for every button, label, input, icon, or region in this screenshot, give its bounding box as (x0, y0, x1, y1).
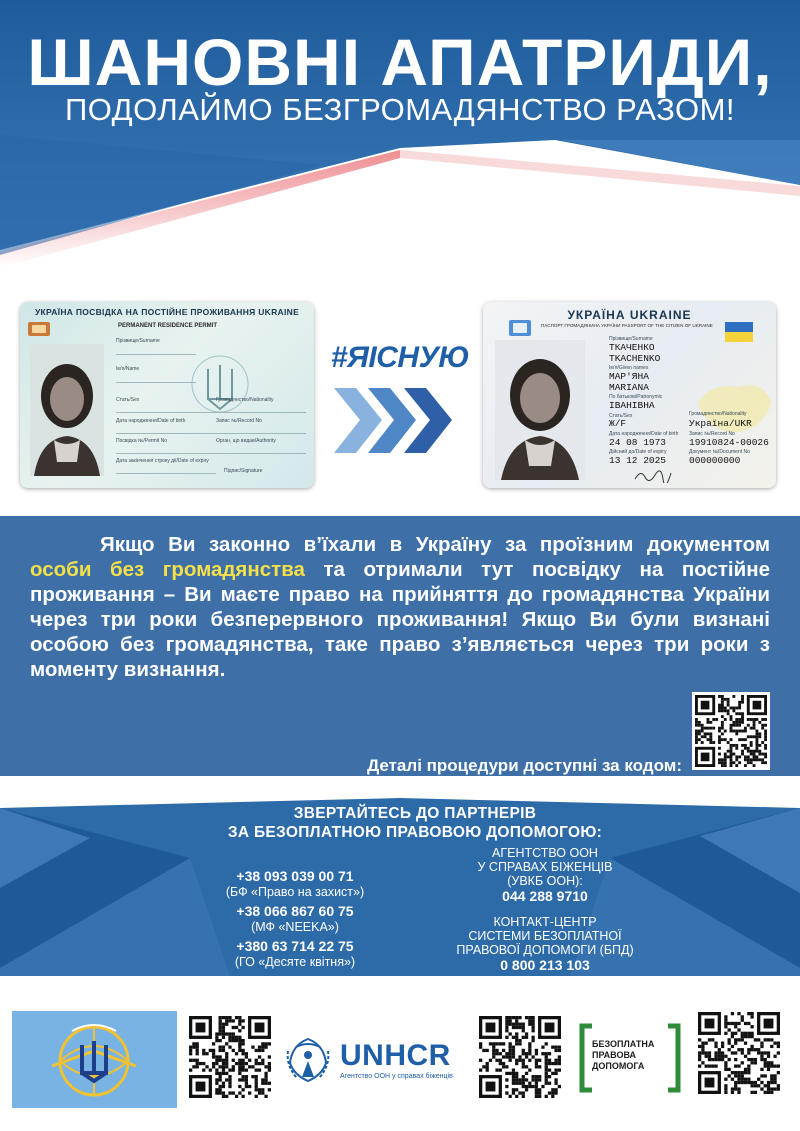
agency-line: АГЕНТСТВО ООН (492, 846, 598, 860)
passport-value-expiry: 13 12 2025 (609, 455, 667, 466)
permit-card-header: УКРАЇНА ПОСВІДКА НА ПОСТІЙНЕ ПРОЖИВАННЯ UKRAINE (34, 307, 300, 317)
procedure-qr-code[interactable] (692, 692, 770, 770)
contact-entry (200, 938, 390, 970)
agency-line: КОНТАКТ-ЦЕНТР (493, 915, 597, 929)
passport-value-name-en: MARIANA (609, 382, 649, 393)
passport-label-dob: Дата народження/Date of birth (609, 431, 679, 437)
agency-line: ПРАВОВОЇ ДОПОМОГИ (БПД) (456, 943, 634, 957)
agency-line: У СПРАВАХ БІЖЕНЦІВ (477, 860, 613, 874)
passport-label-patronymic: По батькові/Patronymic (609, 394, 663, 400)
trident-hologram-icon (190, 347, 250, 422)
permit-field-authority: Орган, що видав/Authority (216, 438, 276, 444)
passport-value-surname-ua: ТКАЧЕНКО (609, 342, 655, 353)
unhcr-emblem-icon (282, 1035, 334, 1085)
contact-entry (200, 903, 390, 935)
contact-org: (ГО «Десяте квітня») (234, 955, 356, 969)
permit-field-signature: Підпис/Signature (224, 468, 263, 474)
poster-header (0, 0, 800, 300)
passport-value-nationality: Україна/UKR (689, 418, 752, 429)
free-legal-aid-logo (578, 1022, 682, 1094)
passport-label-name: Ім'я/Given names (609, 365, 649, 371)
migration-service-logo (12, 1011, 177, 1108)
info-text-part1: Якщо Ви законно в’їхали в Україну за проїзним документом (100, 533, 770, 556)
passport-label-expiry: Дійсний до/Date of expiry (609, 449, 667, 455)
free-legal-aid-text (592, 1039, 672, 1072)
chevron-arrows-icon (334, 383, 474, 458)
passport-label-sex: Стать/Sex (609, 413, 633, 419)
bpd-line: ПРАВОВА (592, 1050, 637, 1060)
contact-phone[interactable]: +38 093 039 00 71 (236, 868, 354, 884)
contact-entry (430, 846, 660, 905)
bpd-line: БЕЗОПЛАТНА (592, 1039, 655, 1049)
contact-org: (БФ «Право на захист») (225, 885, 365, 899)
passport-value-sex: Ж/F (609, 418, 627, 429)
contact-phone[interactable]: +380 63 714 22 75 (236, 938, 354, 954)
unhcr-subtitle: Агентство ООН у справах біженців (340, 1073, 453, 1080)
info-paragraph (30, 532, 770, 682)
permit-field-number: Посвідка №/Permit No (116, 438, 168, 444)
residence-permit-card (20, 302, 314, 488)
partner-contacts-right (430, 846, 660, 974)
info-section (0, 516, 800, 776)
permit-field-surname: Прізвище/Surname (116, 338, 160, 344)
info-text-highlight: особи без громадянства (30, 558, 305, 581)
contact-org: (МФ «NEEKA») (251, 920, 339, 934)
contacts-heading-line1: ЗВЕРТАЙТЕСЬ ДО ПАРТНЕРІВ (293, 805, 537, 822)
permit-field-name: Ім'я/Name (116, 366, 140, 372)
signature-icon (633, 467, 673, 483)
legal-aid-qr-code[interactable] (696, 1010, 782, 1096)
migration-qr-code[interactable] (187, 1014, 273, 1100)
passport-label-docno: Документ №/Document No (689, 449, 750, 455)
passport-photo (495, 340, 585, 480)
unhcr-qr-code[interactable] (477, 1014, 563, 1100)
agency-line: СИСТЕМИ БЕЗОПЛАТНОЇ (468, 929, 622, 943)
permit-photo (30, 344, 104, 476)
contact-entry (430, 915, 660, 974)
contact-phone[interactable]: +38 066 867 60 75 (236, 903, 354, 919)
id-passport-card (483, 302, 776, 488)
contact-entry (200, 868, 390, 900)
passport-card-subtitle: ПАСПОРТ ГРОМАДЯНИНА УКРАЇНИ PASSPORT OF THE CITIZEN OF UKRAINE (541, 323, 713, 328)
qr-code-icon (698, 1012, 780, 1094)
passport-label-record: Запис №/Record No (689, 431, 735, 437)
permit-card-subtitle: PERMANENT RESIDENCE PERMIT (118, 323, 218, 329)
qr-code-icon (189, 1016, 271, 1098)
permit-field-nationality: Громадянство/Nationality (216, 397, 274, 403)
hashtag-label: #ЯІСНУЮ (330, 341, 470, 374)
bpd-line: ДОПОМОГА (592, 1061, 645, 1071)
passport-value-patronymic: ІВАНІВНА (609, 400, 655, 411)
chip-icon (28, 322, 50, 336)
details-label: Деталі процедури доступні за кодом: (367, 756, 682, 775)
unhcr-logo (282, 1035, 466, 1085)
passport-value-name-ua: МАР'ЯНА (609, 371, 649, 382)
qr-code-icon (695, 695, 767, 767)
passport-value-docno: 000000000 (689, 455, 741, 466)
contact-phone[interactable]: 044 288 9710 (502, 888, 588, 904)
partner-contacts-left (200, 868, 390, 970)
chip-icon (509, 320, 531, 336)
permit-field-sex: Стать/Sex (116, 397, 140, 403)
passport-label-surname: Прізвище/Surname (609, 336, 653, 342)
permit-field-dob: Дата народження/Date of birth (116, 418, 186, 424)
passport-label-nationality: Громадянство/Nationality (689, 411, 747, 417)
trident-globe-emblem-icon (12, 1011, 177, 1108)
page-subtitle: ПОДОЛАЙМО БЕЗГРОМАДЯНСТВО РАЗОМ! (64, 92, 736, 127)
permit-field-record: Запис №/Record No (216, 418, 262, 424)
info-text-part2: та отримали тут посвідку на постійне проживання – Ви маєте право на прийняття до громадянства України через три роки безперервного проживання! Якщо Ви були визнані особою без громадянства, таке право з’являється через три роки з моменту визнання. (30, 558, 770, 681)
passport-value-record: 19910824-00026 (689, 437, 769, 448)
passport-value-surname-en: TKACHENKO (609, 353, 661, 364)
contacts-section (0, 798, 800, 978)
permit-field-expiry: Дата закінчення строку дії/Date of expiry (116, 458, 209, 464)
unhcr-name: UNHCR (340, 1039, 451, 1072)
agency-line: (УВКБ ООН): (507, 874, 583, 888)
contact-phone[interactable]: 0 800 213 103 (500, 957, 590, 973)
passport-value-dob: 24 08 1973 (609, 437, 667, 448)
qr-code-icon (479, 1016, 561, 1098)
contacts-heading-line2: ЗА БЕЗОПЛАТНОЮ ПРАВОВОЮ ДОПОМОГОЮ: (227, 824, 603, 841)
passport-card-header: УКРАЇНА UKRAINE (567, 308, 692, 322)
ukraine-flag-icon (725, 322, 753, 342)
contacts-heading (180, 804, 650, 842)
page-title: ШАНОВНІ АПАТРИДИ, (27, 25, 773, 99)
